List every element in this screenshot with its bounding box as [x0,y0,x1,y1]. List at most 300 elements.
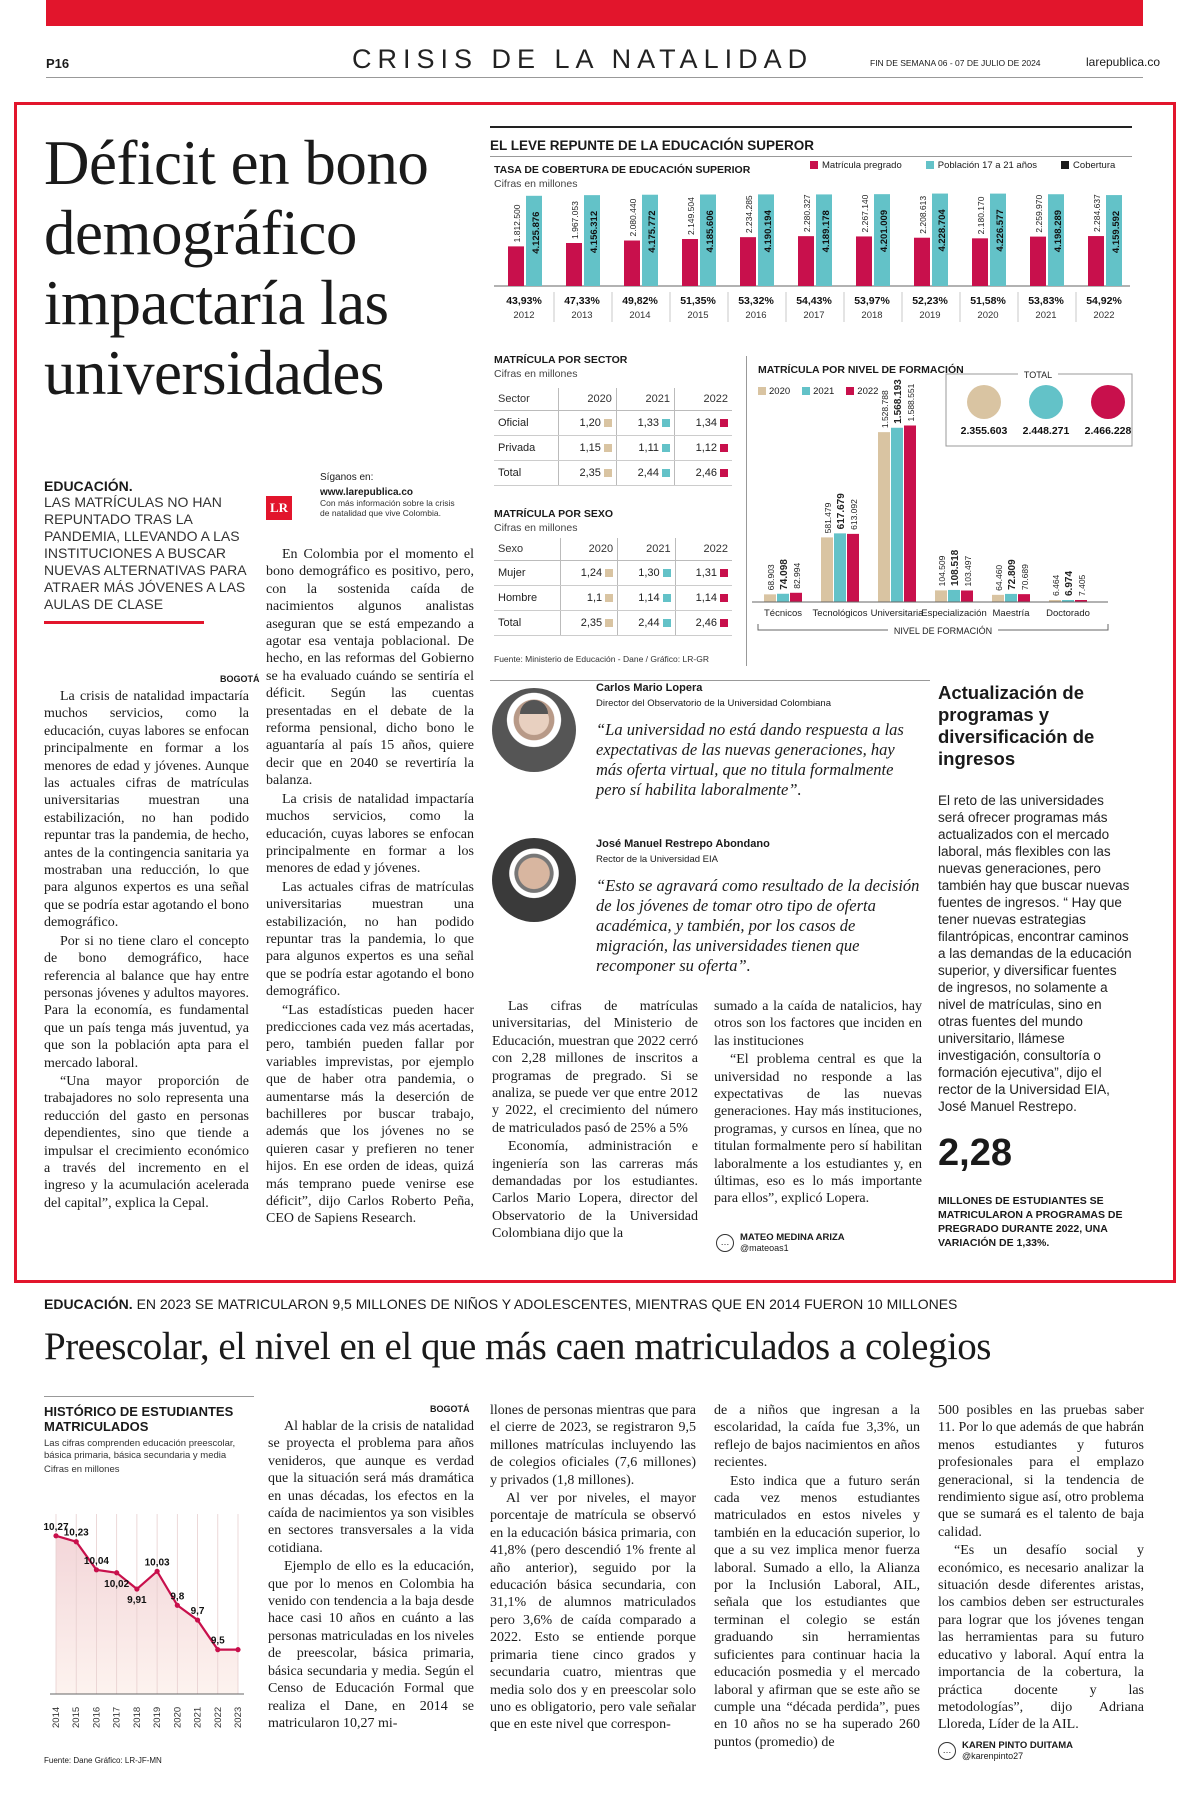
total-value: 2.448.271 [1022,425,1070,437]
table-header-cell: 2020 [560,538,618,561]
cell-value: 1,14 [695,592,717,604]
second-col-3 [714,1402,920,1752]
coverage-label: 54,92% [1086,295,1122,307]
history-value-label: 10,03 [144,1557,170,1569]
level-bar-label: 104.509 [937,555,947,587]
level-bar-label: 68.903 [766,564,776,591]
level-bar-label: 108.518 [950,549,961,586]
level-category-tick: Técnicos [763,608,803,619]
cell-value: 1,12 [695,442,717,454]
history-value-label: 9,8 [170,1591,185,1603]
level-bar [961,591,973,602]
level-bar [821,537,833,602]
second-headline: Preescolar, el nivel en el que más caen matriculados a colegios [44,1325,991,1368]
quote-1-role: Director del Observatorio de la Universidad Colombiana [596,698,831,709]
table-row [494,611,732,636]
running-head [46,44,1161,78]
dateline: BOGOTÁ [220,674,260,684]
table-header-cell: 2021 [618,538,676,561]
cell-value: Total [498,617,522,629]
history-point [195,1617,200,1622]
level-bar-label: 64.460 [994,564,1004,591]
cell-value: Total [498,467,522,479]
infographic-rule [490,156,1132,157]
year-swatch [663,569,671,577]
bar-label-poblacion: 4.185.606 [705,210,716,253]
year-swatch [662,469,670,477]
byline-name: MATEO MEDINA ARIZA [740,1232,845,1243]
follow-box [266,472,456,518]
history-rule [44,1396,254,1397]
main-col-1 [44,688,249,1213]
bar-matricula [1030,237,1046,286]
bar-matricula [1088,236,1104,286]
legend-swatch [926,161,934,169]
table-row [494,561,732,586]
paragraph: Al ver por niveles, el mayor porcentaje de matrícula se observó en la educación básica primaria, con 41,8% (pero descendió 1% frente al año anterior), seguido por la educación básica secundaria, con 31,1% de alumnos matriculados pero 3,6% de caída comparado a 2022. Esto se entiende porque primaria tiene cinco grados y secundaria cuatro, mientras que media solo dos y en preescolar solo uno es obligatorio, pero vale señalar que en este nivel que correspon- [490,1491,696,1733]
history-value-label: 9,7 [190,1606,205,1618]
cell-value: 1,33 [637,417,660,429]
sidebar-stat-caption: MILLONES DE ESTUDIANTES SE MATRICULARON A PROGRAMAS DE PREGRADO DURANTE 2022, UNA VARIACIÓN DE 1,33%. [938,1195,1123,1249]
level-bar-label: 6.464 [1051,574,1061,596]
bar-matricula [798,236,814,286]
level-bar [948,590,960,602]
second-byline [938,1740,1073,1761]
year-swatch [720,444,728,452]
main-headline: Déficit en bono demográfico impactaría las universidades [44,128,429,408]
level-bar [935,590,947,602]
bar-label-matricula: 2.267.140 [860,194,870,233]
bar-matricula [508,246,524,286]
cell-value: Mujer [498,567,526,579]
main-kicker: EDUCACIÓN. [44,478,133,494]
follow-text: Con más información sobre la crisis de natalidad que vive Colombia. [320,498,455,518]
bar-label-matricula: 2.234.285 [744,195,754,234]
bar-label-poblacion: 4.159.592 [1111,210,1122,254]
paragraph: 500 posibles en las pruebas saber 11. Por lo que además de que habrán menos estudiantes y futuros profesionales para el emplazo generacional, si la tendencia de rendimiento sigue así, otro problema que se sumará es el talento de baja calidad. [938,1403,1144,1540]
second-kicker: EDUCACIÓN. [44,1296,133,1312]
history-point [114,1570,119,1575]
bar-label-poblacion: 4.190.194 [763,210,774,253]
legend-label: 2020 [769,386,791,397]
quote-1-text: “La universidad no está dando respuesta a las expectativas de las nuevas generaciones, hay más oferta virtual, que no titula formalmente pero sí habilita laboralmente”. [596,720,904,799]
table-cell [618,611,676,636]
table-cell [675,436,732,461]
deck-underline [44,621,204,624]
byline-handle[interactable]: @mateoas1 [740,1243,789,1253]
sector-table-subtitle: Cifras en millones [494,368,578,380]
second-kicker-line [44,1296,957,1312]
issue-date: FIN DE SEMANA 06 - 07 DE JULIO DE 2024 [870,58,1041,68]
history-value-label: 9,91 [127,1595,147,1607]
bar-matricula [914,238,930,286]
year-swatch [720,619,728,627]
legend-item-matricula [810,160,902,171]
level-bar [790,593,802,602]
bar-label-matricula: 2.208.613 [918,195,928,234]
year-swatch [720,569,728,577]
table-row [494,411,732,436]
table-header-row [494,388,732,411]
level-bar [777,594,789,602]
paragraph: “Una mayor proporción de trabajadores no solo representa una reducción del gasto en personas dependientes, sino que tiende a impulsar el crecimiento económico a través del incremento en el ingreso y la acumulación acelerada del capital”, explica la Cepal. [44,1073,249,1211]
cell-value: 2,35 [580,617,603,629]
table-header-cell: 2020 [558,388,616,411]
sex-table-subtitle: Cifras en millones [494,522,578,534]
table-header-cell: 2022 [675,538,732,561]
history-source: Fuente: Dane Gráfico: LR-JF-MN [44,1756,162,1765]
level-bar-label: 613.092 [849,499,859,530]
year-swatch [720,594,728,602]
level-xlabel: NIVEL DE FORMACIÓN [893,626,993,636]
cell-value: 2,46 [695,467,717,479]
bar-label-matricula: 2.280.327 [802,194,812,233]
cell-value: Oficial [498,417,529,429]
year-tick: 2012 [513,310,535,321]
table-row [494,461,732,486]
table-header-row [494,538,732,561]
year-swatch [662,444,670,452]
coverage-label: 53,97% [854,295,890,307]
year-tick: 2015 [71,1706,83,1728]
level-bar-label: 1.588.551 [906,383,916,422]
level-bar [904,425,916,602]
history-point [155,1569,160,1574]
main-byline [716,1232,845,1253]
table-cell [675,561,732,586]
level-bar-label: 70.689 [1020,564,1030,591]
legend-label: Población 17 a 21 años [937,160,1038,171]
coverage-label: 53,32% [738,295,774,307]
history-chart-title: HISTÓRICO DE ESTUDIANTES MATRICULADOS [44,1404,234,1434]
bar-matricula [566,243,582,286]
cell-value: 1,24 [580,567,603,579]
year-tick: 2019 [919,310,941,321]
table-cell [560,611,618,636]
history-value-label: 9,5 [210,1635,225,1647]
table-header-cell: 2022 [675,388,732,411]
coverage-bar-chart [490,190,1135,336]
table-cell [618,561,676,586]
year-swatch [604,469,612,477]
legend-item-cobertura [1061,160,1115,171]
year-tick: 2021 [192,1706,204,1728]
sector-table-title: MATRÍCULA POR SECTOR [494,354,628,366]
level-category-tick: Universitaria [870,608,924,619]
bar-matricula [624,241,640,286]
data-table [494,538,732,636]
speech-icon: … [716,1234,734,1252]
hair [520,700,548,714]
paragraph: En Colombia por el momento el bono demográfico es positivo, pero, con la sostenida caída de nacimientos algunos analistas aseguran que se está empezando a agotar esa ventaja poblacional. De hecho, en las reformas del Gobierno se ha evaluado cuándo se sentiría el déficit. Según las cuentas presentadas en el debate de la reforma pensional, dicho bono le aguantaría al país 15 años, quiere decir que en 2040 se revertiría la balanza. [266,547,474,789]
year-swatch [720,419,728,427]
history-point [53,1533,58,1538]
legend-label: 2021 [813,386,835,397]
site-link[interactable]: larepublica.co [1086,55,1161,69]
year-swatch [604,419,612,427]
bar-label-poblacion: 4.175.772 [647,210,658,253]
cell-value: 1,1 [586,592,603,604]
page-number: P16 [46,56,70,71]
level-bar-label: 581.479 [823,502,833,534]
paragraph: de a niños que ingresan a la escolaridad, la caída fue 3,3%, un reflejo de bajos nacimientos en años recientes. [714,1403,920,1471]
level-bar-label: 617.679 [836,493,847,530]
speech-icon: … [938,1742,956,1760]
year-tick: 2022 [212,1706,224,1728]
bar-label-poblacion: 4.156.312 [589,210,600,254]
table-cell [494,411,558,436]
legend-swatch [810,161,818,169]
table-cell [494,611,560,636]
paragraph: sumado a la caída de natalicios, hay otros son los factores que inciden en las instituciones [714,999,922,1049]
history-point [74,1539,79,1544]
bar-label-poblacion: 4.201.009 [879,209,890,253]
table-cell [616,436,674,461]
level-bar [891,428,903,602]
bar-label-matricula: 2.149.504 [686,197,696,236]
year-tick: 2020 [172,1706,184,1728]
main-deck-block [44,478,269,624]
paragraph: Al hablar de la crisis de natalidad se proyecta el problema para años venideros, que aunque es verdad que la situación será más dramática en unas décadas, los efectos en la caída de nacimientos ya son visibles en sectores transversales a la vida cotidiana. [268,1419,474,1556]
history-point [175,1603,180,1608]
infographic-divider [746,356,747,666]
year-tick: 2018 [131,1706,143,1728]
legend-item-poblacion [926,160,1037,171]
history-value-label: 10,23 [63,1527,89,1539]
history-chart-subtitle-2: Cifras en millones [44,1464,120,1475]
portrait-restrepo [492,838,576,922]
year-swatch [720,469,728,477]
table-cell [616,461,674,486]
quote-2-name: José Manuel Restrepo Abondano [596,838,770,850]
table-cell [558,436,616,461]
year-tick: 2017 [803,310,825,321]
level-bar [1018,594,1030,602]
table-cell [558,461,616,486]
history-point [215,1647,220,1652]
table-cell [494,461,558,486]
bar-label-poblacion: 4.226.577 [995,209,1006,252]
level-bar-label: 1.528.788 [880,390,890,429]
level-category-tick: Especialización [921,608,987,619]
level-bar [764,594,776,602]
year-swatch [604,444,612,452]
coverage-label: 53,83% [1028,295,1064,307]
legend-label: Matrícula pregrado [822,160,902,171]
level-bar-label: 6.974 [1064,570,1075,596]
paragraph: llones de personas mientras que para el cierre de 2023, se registraron 9,5 millones matrículas incluyendo las de colegios oficiales (7,6 millones) y privados (1,8 millones). [490,1403,696,1488]
sidebar-title: Actualización de programas y diversificación de ingresos [938,682,1095,769]
year-swatch [663,594,671,602]
cell-value: 2,44 [638,617,660,629]
year-tick: 2023 [233,1706,244,1728]
level-bar [1005,594,1017,602]
totals-title: TOTAL [1023,370,1053,380]
level-bar-label: 7.405 [1077,574,1087,596]
year-tick: 2019 [152,1706,164,1728]
main-col-2 [266,546,474,1229]
level-bar-label: 103.497 [963,555,973,587]
paragraph: “Es un desafío social y económico, es necesario analizar la situación desde diferentes aristas, los cambios deben ser estructurales para lograr que los jóvenes tengan las herramientas para su futuro educativo y laboral. Aquí entra la importancia de la cobertura, la práctica docente y las metodologías”, dijo Adriana Lloreda, Líder de la AIL. [938,1543,1144,1733]
bar-matricula [740,237,756,286]
level-chart-title: MATRÍCULA POR NIVEL DE FORMACIÓN [758,364,964,376]
top-red-bar [46,0,1143,26]
sex-table-title: MATRÍCULA POR SEXO [494,508,614,520]
main-col-4 [714,998,922,1209]
level-bar [992,595,1004,602]
bar-label-poblacion: 4.125.876 [531,211,542,254]
history-chart-subtitle: Las cifras comprenden educación preescolar, básica primaria, básica secundaria y media [44,1438,236,1461]
bar-label-matricula: 1.812.500 [512,204,522,243]
year-swatch [663,619,671,627]
table-row [494,586,732,611]
bar-label-matricula: 2.259.970 [1034,194,1044,233]
total-value: 2.355.603 [960,425,1008,437]
cell-value: 1,31 [695,567,717,579]
infographic-source: Fuente: Ministerio de Educación - Dane / Gráfico: LR-GR [494,654,709,664]
cell-value: 1,20 [579,417,601,429]
table-cell [494,561,560,586]
paragraph: “El problema central es que la universidad no responde a las expectativas de las nuevas generaciones. Hay más instituciones, programas, y cursos en línea, que no titulan formalmente pero sí habilitan laboralmente a los estudiantes y, en últimas, eso es lo más importante para ellos”, explicó Lopera. [714,1052,922,1207]
second-kicker-rest: EN 2023 SE MATRICULARON 9,5 MILLONES DE NIÑOS Y ADOLESCENTES, MIENTRAS QUE EN 2014 FUERON 10 MILLONES [136,1296,958,1312]
quote-2-role: Rector de la Universidad EIA [596,854,718,865]
level-category-tick: Doctorado [1046,608,1090,619]
cell-value: Hombre [498,592,538,604]
level-bar-label: 82.994 [792,562,802,589]
cell-value: Privada [498,442,536,454]
cell-value: 2,46 [695,617,717,629]
legend-label: Cobertura [1073,160,1116,171]
year-swatch [662,419,670,427]
cell-value: 2,35 [579,467,601,479]
history-area-chart [44,1484,254,1744]
quotes-rule [490,680,930,681]
main-col-3 [492,998,698,1244]
bar-label-matricula: 1.967.053 [570,201,580,239]
table-cell [558,411,616,436]
paragraph: “Las estadísticas pueden hacer predicciones cada vez más acertadas, pero, también pueden fallar por variables imprevistas, por ejemplo que de haber otra pandemia, o aumentarse más la deserción de bachilleres por buscar trabajo, además que los jóvenes no se quieren casar y prefieren no tener hijos. En ese orden de ideas, quizá más temprano puede venirse ese déficit”, dijo Carlos Roberto Peña, CEO de Sapiens Research. [266,1002,474,1227]
table-header-cell: Sexo [494,538,560,561]
follow-label: Síganos en: [320,472,374,483]
portrait-lopera [492,688,576,772]
cell-value: 2,44 [637,467,660,479]
table-cell [675,461,732,486]
lr-logo: LR [266,496,292,520]
history-point [134,1586,139,1591]
level-bar [878,432,890,602]
legend-label: 2022 [857,386,879,397]
level-bar-label: 1.568.193 [893,379,904,424]
cell-value: 1,11 [638,442,660,454]
legend-swatch [1061,161,1069,169]
cell-value: 1,30 [638,567,660,579]
second-dateline: BOGOTÁ [430,1404,470,1414]
coverage-label: 43,93% [506,295,542,307]
bar-label-poblacion: 4.189.178 [821,210,832,253]
byline-handle[interactable]: @karenpinto27 [962,1751,1024,1761]
paragraph: Ejemplo de ello es la educación, que por lo menos en Colombia ha venido con tendencia a la baja desde hace casi 10 años en cuánto a las personas matriculadas en los niveles de preescolar, básica primaria, básica secundaria y media. Según el Censo de Educación Formal que realiza el Dane, en 2014 se matricularon 10,27 mi- [268,1559,474,1731]
paragraph: Economía, administración e ingeniería son las carreras más demandadas por los estudiantes. Carlos Mario Lopera, director del Observatorio de la Universidad Colombiana dijo que la [492,1139,698,1242]
paragraph: Esto indica que a futuro serán cada vez menos estudiantes matriculados en estos niveles y también en la educación superior, lo que a su vez implica menor fuerza laboral. Sumado a ello, la Alianza por la Inclusión Laboral, AIL, señala que los estudiantes que terminan el colegio se están graduando sin herramientas suficientes para continuar hacia la educación posmedia y el mercado laboral y afirman que se este año se cumple una “década perdida”, pues en 10 años no se ha superado 260 puntos (promedio) de [714,1473,920,1750]
year-tick: 2013 [571,310,593,321]
table-cell [494,436,558,461]
quote-2-text: “Esto se agravará como resultado de la decisión de los jóvenes de tomar otro tipo de oferta académica, y también, por los casos de migración, las universidades tienen que recomponer su oferta”. [596,876,920,975]
cell-value: 1,14 [638,592,660,604]
table-cell [675,611,732,636]
table-cell [560,586,618,611]
year-tick: 2017 [111,1706,123,1728]
table-cell [675,586,732,611]
year-swatch [605,594,613,602]
byline-name: KAREN PINTO DUITAMA [962,1740,1074,1751]
infographic-title: EL LEVE REPUNTE DE LA EDUCACIÓN SUPEROR [490,138,815,153]
sidebar-body: El reto de las universidades será ofrecer programas más actualizados con el mercado laboral, más flexibles con las nuevas generaciones, pero también hay que buscar nuevas fuentes de ingresos. “ Hay que tener nuevas estrategias filantrópicas, encontrar caminos a las demandas de la educación superior, y diversificar fuentes de ingresos, no solamente a nivel de matrículas, sino en otras fuentes del mundo universitario, llámese investigación, consultoría o formación ejecutiva”, dijo el rector de la Universidad EIA, José Manuel Restrepo. [938,793,1132,1114]
second-col-2 [490,1402,696,1735]
bar-label-matricula: 2.284.637 [1092,194,1102,233]
paragraph: Las cifras de matrículas universitarias, del Ministerio de Educación, muestran que 2022 cerró con 2,28 millones de inscritos a programas de pregrado. Si se analiza, se puede ver que entre 2012 y 2022, el crecimiento del número de matriculados pasó de 25% a 5% [492,999,698,1136]
level-bar-label: 72.809 [1007,559,1018,590]
coverage-label: 49,82% [622,295,658,307]
table-header-cell: 2021 [616,388,674,411]
bar-label-matricula: 2.180.170 [976,196,986,235]
sector-table [494,388,732,486]
total-circle [1091,385,1125,419]
coverage-label: 47,33% [564,295,600,307]
paragraph: Por si no tiene claro el concepto de bono demográfico, hace referencia al balance que hay entre personas jóvenes y adultos mayores. Para la economía, es fundamental que un país tenga más juventud, ya que son la población apta para el mercado laboral. [44,933,249,1071]
paragraph: La crisis de natalidad impactaría muchos servicios, como la educación, cuyas labores se enfocan principalmente en formar a los menores de edad y jóvenes. [266,791,474,877]
section-title: CRISIS DE LA NATALIDAD [352,44,814,74]
year-tick: 2021 [1035,310,1057,321]
level-bar-label: 74.098 [779,559,790,590]
follow-url[interactable]: www.larepublica.co [320,487,413,498]
bar-label-poblacion: 4.198.289 [1053,209,1064,253]
bar-label-poblacion: 4.228.704 [937,209,948,252]
data-table [494,388,732,486]
total-circle [1029,385,1063,419]
year-swatch [605,569,613,577]
year-tick: 2014 [51,1706,62,1728]
history-point [235,1647,240,1652]
bar-label-matricula: 2.080.440 [628,198,638,237]
year-tick: 2016 [91,1706,103,1728]
infographic-top-rule [490,126,1132,128]
table-cell [618,586,676,611]
sex-table [494,538,732,636]
quote-1-name: Carlos Mario Lopera [596,682,703,694]
sidebar-stat: 2,28 [938,1132,1012,1174]
coverage-chart-subtitle: Cifras en millones [494,178,578,190]
table-row [494,436,732,461]
table-cell [494,586,560,611]
coverage-chart-title: TASA DE COBERTURA DE EDUCACIÓN SUPERIOR [494,164,751,176]
coverage-label: 51,35% [680,295,716,307]
coverage-label: 52,23% [912,295,948,307]
main-deck: LAS MATRÍCULAS NO HAN REPUNTADO TRAS LA PANDEMIA, LLEVANDO A LAS INSTITUCIONES A BUSCAR NUEVAS ALTERNATIVAS PARA ATRAER MÁS JÓVENES A LAS AULAS DE CLASE [44,494,246,612]
year-tick: 2014 [629,310,651,321]
year-tick: 2018 [861,310,883,321]
level-bar [847,534,859,602]
table-cell [616,411,674,436]
table-header-cell: Sector [494,388,558,411]
coverage-label: 51,58% [970,295,1006,307]
history-value-label: 10,02 [104,1578,130,1590]
year-tick: 2016 [745,310,767,321]
year-swatch [605,619,613,627]
history-point [94,1567,99,1572]
bar-matricula [856,236,872,286]
paragraph: La crisis de natalidad impactaría muchos servicios, como la educación, cuyas labores se enfocan principalmente en formar a los menores de edad y jóvenes. Aunque las actuales cifras de matrículas universitarias muestran una estabilización, no han podido repuntar tras la pandemia, de hecho, antes de la contingencia sanitaria ya mostraban una reducción, lo que para algunos expertos es una señal que se podría estar agotando el bono demográfico. [44,689,249,931]
history-value-label: 10,27 [43,1521,69,1533]
